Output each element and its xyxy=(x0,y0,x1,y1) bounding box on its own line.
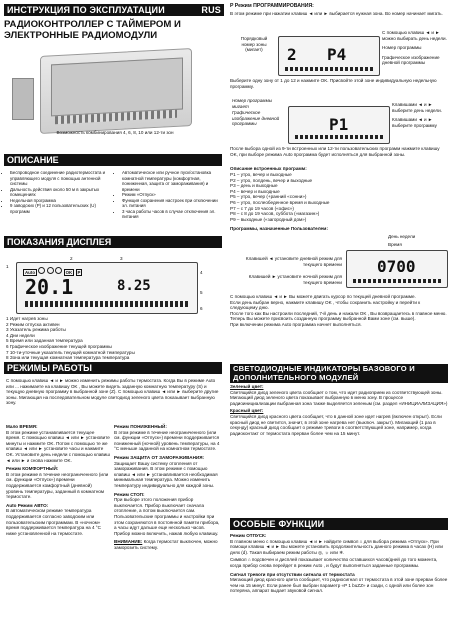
display-digits: 20.1 xyxy=(25,275,74,299)
lcd2-label-graph: Графическое изображение дневной программы xyxy=(232,110,280,127)
legend-item: 8 Зона или текущая комнатная температура температура xyxy=(6,355,130,361)
factory-program-item: P5 – утро, вечер (+ранний «сонни») xyxy=(230,194,307,200)
frost-icon xyxy=(55,267,62,274)
special-block xyxy=(230,533,448,594)
subtitle-line-1: РАДИОКОНТРОЛЛЕР С ТАЙМЕРОМ И xyxy=(4,19,181,30)
section-display: ПОКАЗАНИЯ ДИСПЛЕЯ xyxy=(4,236,222,248)
user-title: Программы, назначенные Пользователем: xyxy=(230,226,328,231)
lcd2-right-label-1: Клавишами ◄ и ► выберите день недели. xyxy=(392,102,442,113)
lcd1-right-label-1: С помощью клавиш ◄ и ► можно выбирать день недели. xyxy=(382,30,447,41)
lcd3 xyxy=(346,250,448,288)
lcd2-right-labels xyxy=(392,102,448,128)
marker-6: 6 xyxy=(200,306,203,311)
display-ok: OK xyxy=(65,270,73,275)
lcd1-right-label-2: Номер программы xyxy=(382,45,422,51)
mode-time-title: Мало ВРЕМЯ: xyxy=(6,424,38,429)
led-block xyxy=(230,384,448,436)
mode-note-text: Когда термостат выключен, можно заморозить систему. xyxy=(114,539,218,550)
lcd2-bar xyxy=(295,135,383,139)
subtitle xyxy=(0,20,228,41)
modes-col-right xyxy=(114,424,220,550)
description-item: • Функция сохранения настроек при отключении эл. питания xyxy=(122,198,224,209)
factory-program-item: P1 – утро, вечер и выходные xyxy=(230,172,292,177)
factory-program-item: P3 – день и выходные xyxy=(230,183,278,189)
factory-program-item: P7 – с 7 до 19 часов («офис») xyxy=(230,205,294,211)
lcd2-digits: P1 xyxy=(329,115,349,134)
comfort-icon xyxy=(38,267,45,274)
mode-auto-title: Auto Режим АВТО: xyxy=(6,502,49,508)
led-red-text: Светящийся диод красного цвета сообщает, что в данной зоне идет нагрев (включен открыт). Если красный диод не светится, значит, в этой зоне нагрева нет (выключ. закрыт). Мигающий (1 раз в секунду) красный диод сообщает о режиме тревоги в соответствующей зоне, например, когда радиоконтакт от термостата прерван более чем на 15 минут. xyxy=(230,413,442,436)
lcd1-bar xyxy=(285,67,373,71)
alarm-text: Мигающий диод красного цвета сообщает, что радиосигнал от термостата в этой зоне прерван более чем на 15 минут. Если ранее был выбран параметр «P 1 buZZ» и сзади, с одной или более зон потеряна, аппарат выдает звуковой сигнал. xyxy=(230,577,448,594)
mode-comfort-title: Режим КОМФОРТНЫЙ: xyxy=(6,466,59,472)
modes-text: С помощью клавиш ◄ и ► можно изменить режимы работы термостата. Когда Вы в режиме Auto или ... нажимаете на клавишу OK , Вы можете видеть заданную комнатную температуру (S) и текущую дневную программу в выбранной зоне (Z). С помощью клавиш ◄ или ► выберите другие зоны. Мигающая на последовательном модуле светодиод зеленого цвета показывает выбранную зону. xyxy=(6,378,219,406)
description-item: • Автоматическое или ручное пуск/остановка комнатной температуры (комфортная, пониженная, защита от замораживания) и времени xyxy=(122,170,224,192)
prog-after: После выбора одной из 9-ти встроенных или 12-ти пользовательских программ нажмите клавишу OK, при выборе режима Auto программа будет исполняться для выбранной зоны. xyxy=(230,146,440,157)
description-item: • 3 часа работы часов в случае отключения эл. питания xyxy=(122,209,224,220)
prog-select: Выберите одну зону от 1 до 12 и нажмите OK. Присвойте этой зоне индивидуальную недельную программу. xyxy=(230,78,437,89)
lcd3-bar xyxy=(353,279,441,283)
marker-5: 5 xyxy=(200,290,203,295)
led-green-title: Зеленый цвет: xyxy=(230,384,264,389)
factory-program-item: P4 – вечер и выходные xyxy=(230,188,280,194)
description-item: • Беспроводное соединение радиотермостата и управляющего модуля с помощью антенной системы xyxy=(10,170,112,187)
module-left xyxy=(12,78,34,120)
mode-auto-text: В автоматическом режиме температура поддерживается согласно заводским или пользовательским программам. В «ночном» время поддерживается температура на 4 °C ниже установленной на термостате. xyxy=(6,508,101,536)
factory-program-item: P2 – утро, полдень, вечер и выходные xyxy=(230,177,313,183)
prog-title: P Режим ПРОГРАММИРОВАНИЯ: xyxy=(230,3,314,9)
desc-left xyxy=(2,170,112,214)
factory-program-item: P9 – выходные («загородный дом») xyxy=(230,216,307,222)
user-text-1: С помощью клавиш ◄ и ► Вы можете двигать курсор по текущей дневной программе. xyxy=(230,294,416,299)
device-illustration xyxy=(40,48,192,134)
mode-stop-text: При выборе этого положения прибор выключается. Прибор выключает сначала отопление, а потом выключается сам. Пользовательские программы и настройки при этом сохраняются в постоянной памяти прибора, а часы идут дальше еще несколько часов. Прибор можно включить, нажав любую клавишу. xyxy=(114,497,220,536)
description-item: • Режим «Отпуск» xyxy=(122,192,224,198)
mode-stop-title: Режим СТОП: xyxy=(114,491,145,497)
factory-program-item: P6 – утро, послеобеденное время и выходные xyxy=(230,199,330,205)
user-diag-label1: Клавишей ◄ установите дневной режим для текущего времени xyxy=(245,256,342,267)
lcd3-digits: 0700 xyxy=(377,257,416,276)
factory-list xyxy=(230,172,448,222)
description-item: • Недельная программа xyxy=(10,198,112,204)
lcd1 xyxy=(278,36,380,76)
subtitle-line-2: ЭЛЕКТРОННЫЕ РАДИОМОДУЛИ xyxy=(4,29,158,41)
lcd2-right-label-2: Клавишами ◄ и ► выберите программу xyxy=(392,117,437,128)
user-text-3: После того как Вы настроили последний, 7-й день и нажали OK , Вы возвращаетесь в главное меню. xyxy=(230,310,447,316)
mode-frost-text: Защищает Вашу систему отопления от замораживания. В этом режиме с помощью клавиш ◄ или ► устанавливается необходимая минимальная температура. Можно изменить температуру индивидуально для каждой зоны. xyxy=(114,460,218,488)
user-text-2: Если день выбран верно, нажмите клавишу OK , чтобы сохранить настройку и перейти к следующему дню. xyxy=(230,299,421,311)
description-item: • 9 заводских (P) и 12 пользовательских (U) программ xyxy=(10,203,112,214)
user-text-4: Теперь Вы можете присвоить созданную программу выбранной Вами зоне (см. выше). xyxy=(230,316,416,322)
prog-intro: В этом режиме при нажатии клавиш ◄ или ► выбирается нужная зона. Во номер начинает мигать. xyxy=(230,11,443,16)
marker-1: 1 xyxy=(6,264,9,269)
display-auto: Auto OK P xyxy=(23,267,82,276)
display-legend xyxy=(6,316,220,361)
user-diag-time: Время xyxy=(388,242,402,247)
led-red-title: Красный цвет: xyxy=(230,408,264,414)
mode-reduced-title: Режим ПОНИЖЕННЫЙ: xyxy=(114,424,167,429)
marker-4: 4 xyxy=(200,270,203,275)
marker-2: 2 xyxy=(70,256,73,261)
section-special: ОСОБЫЕ ФУНКЦИИ xyxy=(230,518,448,530)
combo-note: Возможность комбинирования 4, 6, 8, 10 или 12-ти зон xyxy=(56,130,174,135)
vacation-note: Символ ⌂ подсвечен и дисплей показывает количество оставшихся часов/дней до того момента, когда прибор снова перейдет в режим Auto , и будут выполняться заданные программы. xyxy=(230,557,438,568)
modes-col-left xyxy=(6,424,110,536)
section-description: ОПИСАНИЕ xyxy=(4,154,222,166)
display-time: 8.25 xyxy=(117,278,151,294)
display-p: P xyxy=(77,270,81,275)
user-text-5: При включении режима Auto программа начнет выполняться. xyxy=(230,321,362,327)
mode-time-text: В этом режиме устанавливается текущее время. С помощью клавиш ◄ или ► установите минуты и нажмите OK. Потом с помощью те же клавиш ◄ или ► установите часы и нажмите OK. Установите день недели с помощью клавиш ◄ или ► и снова нажмите OK. xyxy=(6,429,110,463)
lcd1-left-label: Порядковый номер зоны (мигает) xyxy=(240,36,268,53)
alarm-title: Сигнал тревоги при отсутствии сигнала от термостата xyxy=(230,571,355,577)
vacation-text: В главном меню с помощью клавиш ◄ и ► найдите символ ⌂ для выбора режима «Отпуск». При помощи клавиш ◄ и ► Вы можете установить продолжительность данного режима в часах (Н) или днях (d). Такая выбираем режим работы ◎, ☼ или ❄. xyxy=(230,538,443,555)
user-text xyxy=(230,294,448,328)
lcd1-right-label-3: Графическое изображение дневной программы xyxy=(382,54,440,66)
description-item: • Дальность действия около 50 м в закрытых помещениях xyxy=(10,187,112,198)
lcd1-zone: 2 xyxy=(287,45,297,64)
section-modes: РЕЖИМЫ РАБОТЫ xyxy=(4,362,222,374)
lcd2 xyxy=(288,106,390,144)
vacation-title: Режим ОТПУСК: xyxy=(230,533,267,538)
user-diag-label2: Клавишей ► установите ночной режим для текущего времени xyxy=(248,274,342,285)
lcd1-right-labels xyxy=(382,30,448,66)
user-diag-day: День недели xyxy=(388,234,416,239)
marker-3: 3 xyxy=(120,256,123,261)
display-program-bar xyxy=(25,301,189,307)
header-lang: RUS xyxy=(201,5,221,15)
legend-item: 5 Время или заданная температура xyxy=(6,338,83,344)
legend-item: 7 10-ти-уточные указатель текущей комнатной температуры xyxy=(6,349,135,355)
legend-item: 4 Дни недели xyxy=(6,332,35,338)
header-bar xyxy=(4,4,224,16)
header-title: ИНСТРУКЦИЯ ПО ЭКСПЛУАТАЦИИ xyxy=(7,5,165,15)
lcd1-digits: P4 xyxy=(327,45,347,64)
device-panel xyxy=(51,57,183,116)
mode-reduced-text: В этом режиме в течение неограниченного (или см. функции «Отпуск») времени поддерживается пониженный (ночной) уровень температуры, на 4 °C меньше заданной на комнатном термостате. xyxy=(114,429,220,452)
legend-item: 3 Указатель режима работы xyxy=(6,327,66,333)
mode-frost-title: Режим ЗАЩИТА ОТ ЗАМОРАЖИВАНИЯ: xyxy=(114,454,205,460)
mode-note-title: ВНИМАНИЕ: xyxy=(114,539,143,545)
factory-program-item: P8 – с 8 до 19 часов, суббота («магазин») xyxy=(230,211,320,217)
mode-comfort-text: В этом режиме в течение неограниченного (или см. функции «Отпуск») времени поддерживается комфортный (дневной) уровень температуры, заданный в комнатном термостате. xyxy=(6,471,109,500)
legend-item: 1 Идет нагрев зоны xyxy=(6,316,48,321)
section-led: СВЕТОДИОДНЫЕ ИНДИКАТОРЫ БАЗОВОГО И ДОПОЛНИТЕЛЬНОГО МОДУЛЕЙ xyxy=(230,364,448,383)
reduced-icon xyxy=(47,267,54,274)
legend-item: 6 Графическое изображение текущей программы xyxy=(6,343,112,349)
legend-item: 2 Режим отпуска активен xyxy=(6,321,60,327)
led-green-text: Светящийся диод зеленого цвета сообщает о том, что идет радиоприем из соответствующей зоны. Мигающий диод зеленого цвета показывает выбранную в меню зону. В процессе радиоинициализации выбранная зона также выделяется зеленым (см. раздел «ИНИЦИАЛИЗАЦИЯ») xyxy=(230,389,448,406)
lcd2-label-num: Номер программы мигает xyxy=(232,98,273,109)
display-diagram xyxy=(16,262,198,314)
desc-right xyxy=(114,170,224,220)
factory-title: Описание встроенных программ: xyxy=(230,166,307,171)
